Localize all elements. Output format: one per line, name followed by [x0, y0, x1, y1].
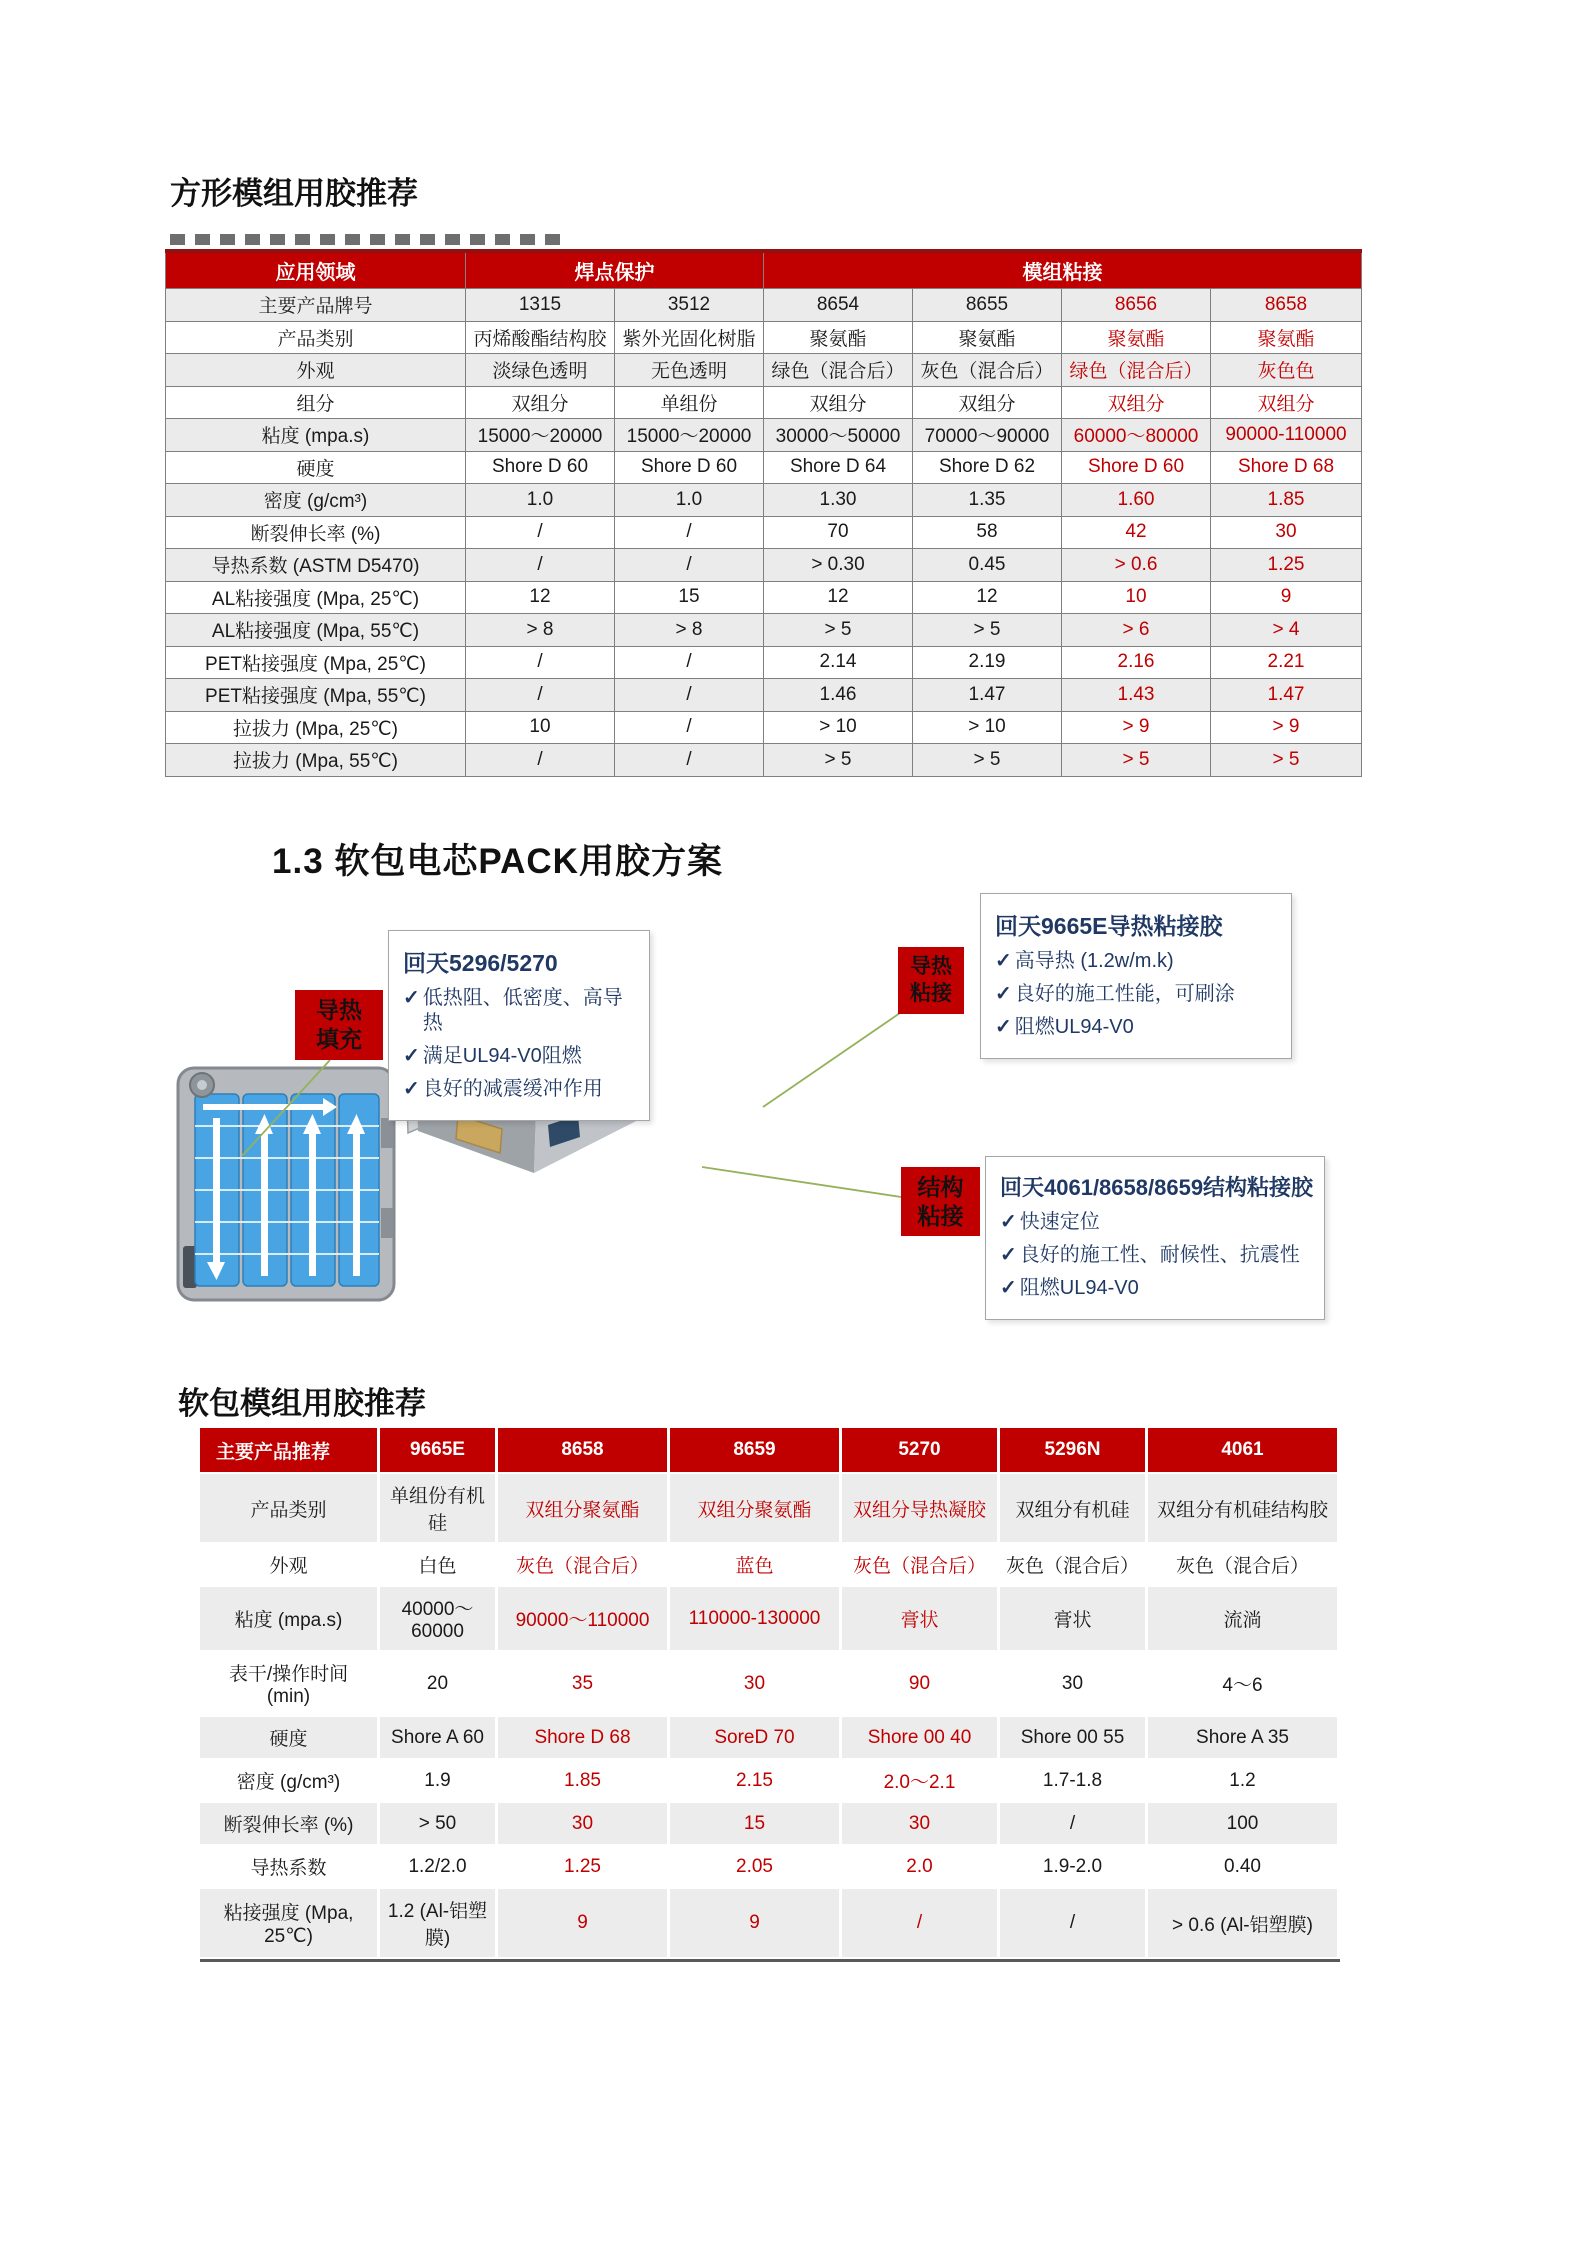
- tag-line: 导热: [910, 955, 952, 979]
- table-cell: /: [466, 516, 615, 549]
- square-module-table: [165, 249, 1362, 777]
- table-cell: > 5: [913, 614, 1062, 647]
- table-row: [166, 484, 1362, 517]
- callout-bullets: [403, 986, 635, 1102]
- table-cell: Shore A 60: [380, 1717, 498, 1760]
- tag-line: 填充: [316, 1026, 362, 1052]
- table-cell: SoreD 70: [670, 1717, 842, 1760]
- tag-line: 结构: [917, 1173, 964, 1200]
- table-cell: 灰色（混合后）: [913, 354, 1062, 387]
- table-cell: 110000-130000: [670, 1587, 842, 1652]
- row-label: 外观: [166, 354, 466, 387]
- table-cell: 双组分聚氨酯: [498, 1474, 670, 1544]
- table-cell: 1.0: [615, 484, 764, 517]
- table-cell: > 9: [1211, 711, 1362, 744]
- table-cell: 2.19: [913, 646, 1062, 679]
- table-cell: 1.25: [498, 1846, 670, 1889]
- table-cell: 1.7-1.8: [1000, 1760, 1148, 1803]
- callout-title: 回天9665E导热粘接胶: [995, 913, 1223, 939]
- check-icon: ✓: [1000, 1244, 1017, 1266]
- table-cell: Shore D 68: [498, 1717, 670, 1760]
- table-row: [166, 386, 1362, 419]
- table-cell: 0.45: [913, 549, 1062, 582]
- table-cell: 35: [498, 1652, 670, 1717]
- row-label: 拉拔力 (Mpa, 55℃): [166, 744, 466, 777]
- row-label: 产品类别: [200, 1474, 380, 1544]
- bullet-text: 阻燃UL94-V0: [1019, 1277, 1139, 1299]
- tag-line: 导热: [316, 997, 362, 1024]
- row-label: 密度 (g/cm³): [200, 1760, 380, 1803]
- check-icon: ✓: [403, 987, 420, 1009]
- bullet-text: 低热阻、低密度、高导热: [422, 987, 623, 1034]
- table-cell: > 5: [764, 614, 913, 647]
- row-label: 产品类别: [166, 321, 466, 354]
- clipped-text-artifact: [170, 234, 562, 245]
- bullet-text: 满足UL94-V0阻燃: [422, 1045, 582, 1067]
- table-cell: 双组分: [1062, 386, 1211, 419]
- callout-bullets: [1000, 1210, 1310, 1301]
- table-cell: 9: [498, 1889, 670, 1959]
- table-cell: 8655: [913, 289, 1062, 322]
- table-cell: Shore D 62: [913, 451, 1062, 484]
- row-label: 粘度 (mpa.s): [166, 419, 466, 452]
- table-row: [166, 581, 1362, 614]
- table-cell: Shore D 60: [1062, 451, 1211, 484]
- row-label: 拉拔力 (Mpa, 25℃): [166, 711, 466, 744]
- table-cell: 100: [1148, 1803, 1340, 1846]
- table-row: [166, 419, 1362, 452]
- tag-thermal-bond: [898, 947, 964, 1014]
- table-cell: Shore D 60: [466, 451, 615, 484]
- table-cell: 15000～20000: [466, 419, 615, 452]
- table-row: [166, 321, 1362, 354]
- table-cell: Shore 00 55: [1000, 1717, 1148, 1760]
- row-label: 断裂伸长率 (%): [200, 1803, 380, 1846]
- table-cell: > 4: [1211, 614, 1362, 647]
- table-row: [166, 289, 1362, 322]
- table-cell: 0.40: [1148, 1846, 1340, 1889]
- table-cell: > 5: [1211, 744, 1362, 777]
- table-cell: 1.9: [380, 1760, 498, 1803]
- table-row: [200, 1846, 1340, 1889]
- callout-bullet: [1000, 1276, 1310, 1301]
- square-module-title: 方形模组用胶推荐: [170, 176, 418, 211]
- table-cell: > 5: [1062, 744, 1211, 777]
- table-row: [166, 354, 1362, 387]
- table-cell: 30: [1211, 516, 1362, 549]
- table-cell: 8658: [1211, 289, 1362, 322]
- bullet-text: 良好的施工性、耐候性、抗震性: [1019, 1244, 1300, 1266]
- table-cell: > 8: [466, 614, 615, 647]
- table-cell: 58: [913, 516, 1062, 549]
- row-label: 导热系数 (ASTM D5470): [166, 549, 466, 582]
- table-cell: /: [466, 679, 615, 712]
- table-cell: 40000～60000: [380, 1587, 498, 1652]
- table-cell: 双组分有机硅: [1000, 1474, 1148, 1544]
- table-cell: 1.2 (Al-铝塑膜): [380, 1889, 498, 1959]
- callout-bullet: [1000, 1210, 1310, 1235]
- table-row: [200, 1474, 1340, 1544]
- row-label: AL粘接强度 (Mpa, 25℃): [166, 581, 466, 614]
- table-cell: 白色: [380, 1544, 498, 1587]
- table-cell: 双组分有机硅结构胶: [1148, 1474, 1340, 1544]
- table-cell: 20: [380, 1652, 498, 1717]
- table-cell: 灰色（混合后）: [1148, 1544, 1340, 1587]
- callout-bullets: [995, 949, 1277, 1040]
- table-cell: 12: [764, 581, 913, 614]
- row-label: 硬度: [166, 451, 466, 484]
- table-cell: 4～6: [1148, 1652, 1340, 1717]
- table-cell: 双组分: [466, 386, 615, 419]
- table-cell: > 10: [764, 711, 913, 744]
- table-cell: 无色透明: [615, 354, 764, 387]
- table-row: [166, 549, 1362, 582]
- table-cell: 1.46: [764, 679, 913, 712]
- table-cell: > 10: [913, 711, 1062, 744]
- table-cell: Shore D 68: [1211, 451, 1362, 484]
- callout-bullet: [403, 1077, 635, 1102]
- table-cell: 2.16: [1062, 646, 1211, 679]
- bullet-text: 良好的减震缓冲作用: [422, 1078, 603, 1100]
- table-cell: 单组份有机硅: [380, 1474, 498, 1544]
- table-cell: 流淌: [1148, 1587, 1340, 1652]
- callout-title: 回天5296/5270: [403, 950, 558, 976]
- table-cell: 2.15: [670, 1760, 842, 1803]
- table-row: [200, 1587, 1340, 1652]
- row-label: 表干/操作时间 (min): [200, 1652, 380, 1717]
- table-row: [166, 744, 1362, 777]
- table-cell: Shore D 60: [615, 451, 764, 484]
- table-row: [166, 711, 1362, 744]
- table-cell: 聚氨酯: [913, 321, 1062, 354]
- column-header: 主要产品推荐: [200, 1428, 380, 1474]
- table-cell: 双组分导热凝胶: [842, 1474, 1000, 1544]
- table-cell: /: [466, 646, 615, 679]
- table-cell: > 0.30: [764, 549, 913, 582]
- table-cell: 丙烯酸酯结构胶: [466, 321, 615, 354]
- table-cell: 绿色（混合后）: [1062, 354, 1211, 387]
- table-cell: 淡绿色透明: [466, 354, 615, 387]
- row-label: 断裂伸长率 (%): [166, 516, 466, 549]
- table-cell: /: [615, 549, 764, 582]
- table-cell: 1.35: [913, 484, 1062, 517]
- column-header: 5270: [842, 1428, 1000, 1474]
- table-cell: 1.85: [498, 1760, 670, 1803]
- table-cell: 单组份: [615, 386, 764, 419]
- pouch-module-table: [200, 1428, 1340, 1962]
- table-cell: 30: [1000, 1652, 1148, 1717]
- table-cell: 1.43: [1062, 679, 1211, 712]
- tag-line: 粘接: [910, 981, 952, 1005]
- table-cell: /: [842, 1889, 1000, 1959]
- table-row: [200, 1717, 1340, 1760]
- table-cell: 90: [842, 1652, 1000, 1717]
- table-cell: /: [466, 744, 615, 777]
- bullet-text: 阻燃UL94-V0: [1014, 1016, 1134, 1038]
- table-cell: /: [615, 646, 764, 679]
- column-header: 9665E: [380, 1428, 498, 1474]
- table-row: [200, 1889, 1340, 1959]
- row-label: 主要产品牌号: [166, 289, 466, 322]
- table-cell: > 9: [1062, 711, 1211, 744]
- table-cell: 蓝色: [670, 1544, 842, 1587]
- table-cell: 聚氨酯: [764, 321, 913, 354]
- table-cell: /: [615, 744, 764, 777]
- table-cell: 2.14: [764, 646, 913, 679]
- table-cell: 2.0: [842, 1846, 1000, 1889]
- check-icon: ✓: [995, 1016, 1012, 1038]
- column-header: 8659: [670, 1428, 842, 1474]
- table-cell: 双组分: [1211, 386, 1362, 419]
- table-cell: 双组分: [913, 386, 1062, 419]
- callout-5296-5270: [388, 930, 650, 1121]
- row-label: 组分: [166, 386, 466, 419]
- bullet-text: 良好的施工性能，可刷涂: [1014, 983, 1235, 1005]
- table-cell: 2.0～2.1: [842, 1760, 1000, 1803]
- tag-structural-bond: [901, 1167, 980, 1236]
- table-cell: /: [1000, 1889, 1148, 1959]
- row-label: AL粘接强度 (Mpa, 55℃): [166, 614, 466, 647]
- table-row: [200, 1652, 1340, 1717]
- row-label: 外观: [200, 1544, 380, 1587]
- table-cell: 1.47: [1211, 679, 1362, 712]
- section-title: 1.3 软包电芯PACK用胶方案: [272, 842, 723, 881]
- table-cell: 灰色色: [1211, 354, 1362, 387]
- table-cell: 15000～20000: [615, 419, 764, 452]
- row-label: PET粘接强度 (Mpa, 55℃): [166, 679, 466, 712]
- table-row: [166, 679, 1362, 712]
- table-row: [200, 1803, 1340, 1846]
- table-cell: 2.21: [1211, 646, 1362, 679]
- callout-9665e: [980, 893, 1292, 1059]
- bullet-text: 快速定位: [1019, 1211, 1100, 1233]
- check-icon: ✓: [995, 950, 1012, 972]
- callout-title: 回天4061/8658/8659结构粘接胶: [1000, 1175, 1314, 1200]
- table-cell: 聚氨酯: [1211, 321, 1362, 354]
- pouch-module-title: 软包模组用胶推荐: [178, 1386, 426, 1421]
- callout-bullet: [1000, 1243, 1310, 1268]
- callout-bullet: [403, 986, 635, 1036]
- column-header: 焊点保护: [466, 251, 764, 289]
- table-cell: 1.60: [1062, 484, 1211, 517]
- table-cell: > 5: [764, 744, 913, 777]
- table-cell: 1.2: [1148, 1760, 1340, 1803]
- column-header: 8658: [498, 1428, 670, 1474]
- table-cell: 30: [498, 1803, 670, 1846]
- table-cell: 3512: [615, 289, 764, 322]
- table-cell: 1.9-2.0: [1000, 1846, 1148, 1889]
- table-cell: 12: [913, 581, 1062, 614]
- check-icon: ✓: [403, 1078, 420, 1100]
- row-label: 粘度 (mpa.s): [200, 1587, 380, 1652]
- table-cell: 1.85: [1211, 484, 1362, 517]
- check-icon: ✓: [995, 983, 1012, 1005]
- table-cell: Shore A 35: [1148, 1717, 1340, 1760]
- table-cell: 1.25: [1211, 549, 1362, 582]
- table-cell: 90000～110000: [498, 1587, 670, 1652]
- table-cell: 双组分聚氨酯: [670, 1474, 842, 1544]
- column-header: 5296N: [1000, 1428, 1148, 1474]
- table-cell: 10: [466, 711, 615, 744]
- table-cell: 2.05: [670, 1846, 842, 1889]
- table-cell: > 0.6 (Al-铝塑膜): [1148, 1889, 1340, 1959]
- table-cell: 1315: [466, 289, 615, 322]
- table-cell: 1.30: [764, 484, 913, 517]
- table-cell: 9: [1211, 581, 1362, 614]
- table-cell: 膏状: [1000, 1587, 1148, 1652]
- tag-thermal-fill: [295, 990, 383, 1060]
- table-cell: /: [466, 549, 615, 582]
- row-label: 导热系数: [200, 1846, 380, 1889]
- table-cell: 灰色（混合后）: [1000, 1544, 1148, 1587]
- table-cell: > 50: [380, 1803, 498, 1846]
- table-cell: > 5: [913, 744, 1062, 777]
- table-cell: 紫外光固化树脂: [615, 321, 764, 354]
- table-cell: 10: [1062, 581, 1211, 614]
- table-cell: 30: [842, 1803, 1000, 1846]
- callout-bullet: [995, 982, 1277, 1007]
- table-cell: 12: [466, 581, 615, 614]
- check-icon: ✓: [1000, 1277, 1017, 1299]
- table-cell: 90000-110000: [1211, 419, 1362, 452]
- callout-bullet: [403, 1044, 635, 1069]
- check-icon: ✓: [403, 1045, 420, 1067]
- table-cell: /: [1000, 1803, 1148, 1846]
- table-cell: Shore 00 40: [842, 1717, 1000, 1760]
- table-cell: 30: [670, 1652, 842, 1717]
- table-cell: 灰色（混合后）: [498, 1544, 670, 1587]
- callout-4061-8658-8659: [985, 1156, 1325, 1320]
- table-cell: 70: [764, 516, 913, 549]
- table-cell: > 6: [1062, 614, 1211, 647]
- table-cell: 1.47: [913, 679, 1062, 712]
- table-cell: > 8: [615, 614, 764, 647]
- table-row: [200, 1760, 1340, 1803]
- check-icon: ✓: [1000, 1211, 1017, 1233]
- table-cell: 42: [1062, 516, 1211, 549]
- table-cell: 60000～80000: [1062, 419, 1211, 452]
- table-cell: 15: [615, 581, 764, 614]
- table-cell: > 0.6: [1062, 549, 1211, 582]
- table-cell: Shore D 64: [764, 451, 913, 484]
- bullet-text: 高导热 (1.2w/m.k): [1014, 950, 1174, 972]
- column-header: 4061: [1148, 1428, 1340, 1474]
- row-label: 粘接强度 (Mpa, 25℃): [200, 1889, 380, 1959]
- column-header: 模组粘接: [764, 251, 1362, 289]
- table-cell: /: [615, 516, 764, 549]
- table-row: [166, 614, 1362, 647]
- table-cell: 1.2/2.0: [380, 1846, 498, 1889]
- tag-line: 粘接: [917, 1202, 964, 1229]
- table-cell: /: [615, 711, 764, 744]
- table-cell: 膏状: [842, 1587, 1000, 1652]
- callout-bullet: [995, 949, 1277, 974]
- table-cell: 8656: [1062, 289, 1211, 322]
- row-label: 硬度: [200, 1717, 380, 1760]
- table-cell: 灰色（混合后）: [842, 1544, 1000, 1587]
- column-header: 应用领域: [166, 251, 466, 289]
- table-cell: 9: [670, 1889, 842, 1959]
- table-cell: 聚氨酯: [1062, 321, 1211, 354]
- table-cell: 双组分: [764, 386, 913, 419]
- row-label: 密度 (g/cm³): [166, 484, 466, 517]
- table-cell: 8654: [764, 289, 913, 322]
- table-cell: 绿色（混合后）: [764, 354, 913, 387]
- table-cell: 30000～50000: [764, 419, 913, 452]
- table-row: [166, 516, 1362, 549]
- table-row: [166, 646, 1362, 679]
- table-cell: 70000～90000: [913, 419, 1062, 452]
- table-cell: 1.0: [466, 484, 615, 517]
- table-row: [200, 1544, 1340, 1587]
- callout-bullet: [995, 1015, 1277, 1040]
- table-row: [166, 451, 1362, 484]
- table-cell: /: [615, 679, 764, 712]
- row-label: PET粘接强度 (Mpa, 25℃): [166, 646, 466, 679]
- table-cell: 15: [670, 1803, 842, 1846]
